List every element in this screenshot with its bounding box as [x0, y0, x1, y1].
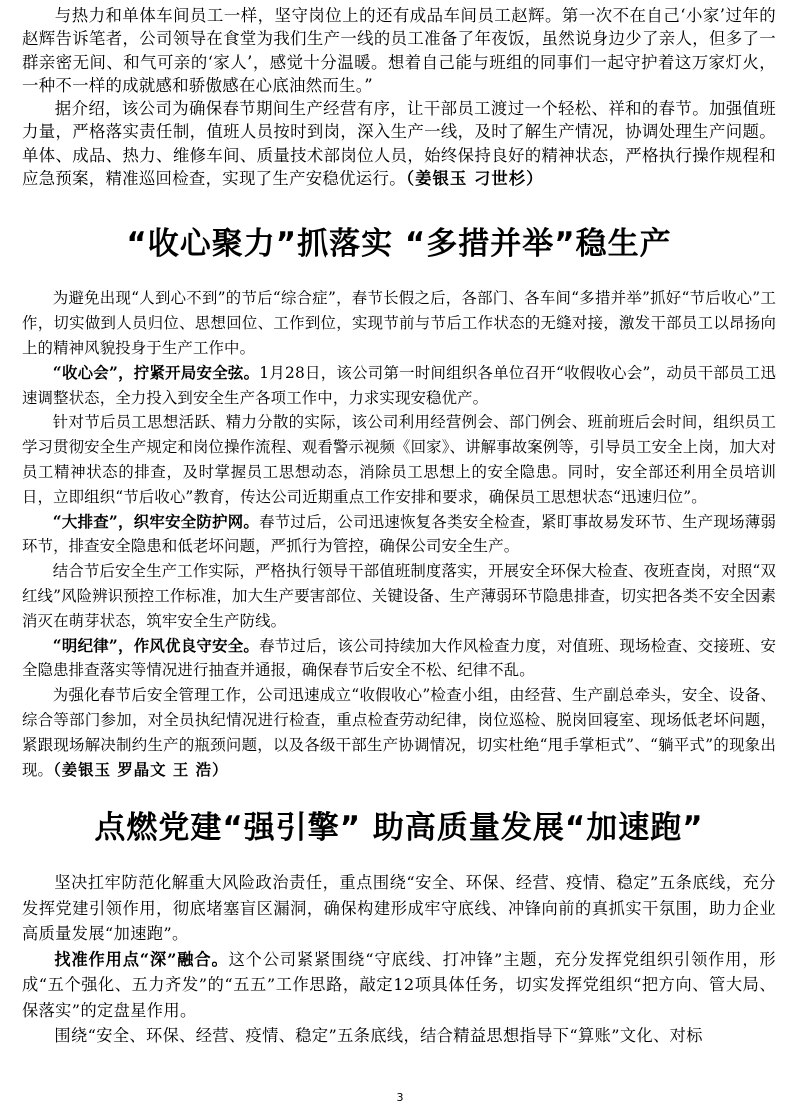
paragraph	[22, 559, 776, 633]
paragraph	[22, 1023, 776, 1049]
paragraph	[22, 361, 776, 411]
article-body	[22, 286, 776, 782]
paragraph-text: 坚决扛牢防范化解重大风险政治责任，重点围绕“安全、环保、经营、疫情、稳定”五条底线，充分发挥党建引领作用，彻底堵塞盲区漏洞，确保构建形成牢守底线、冲锋向前的真抓实干氛围，助力企业高质量发展“加速跑”。	[22, 873, 776, 944]
paragraph-text: 围绕“安全、环保、经营、疫情、稳定”五条底线，结合精益思想指导下“算账”文化、对标	[54, 1026, 703, 1046]
paragraph	[22, 870, 776, 947]
paragraph-text: 与热力和单体车间员工一样，坚守岗位上的还有成品车间员工赵辉。第一次不在自己‘小家’过年的赵辉告诉笔者，公司领导在食堂为我们生产一线的员工准备了年夜饭，虽然说身边少了亲人，但多了一群亲密无间、和气可亲的‘家人’，感觉十分温暖。想着自己能与班组的同事们一起守护着这万家灯火，一种不一样的成就感和骄傲感在心底油然而生。”	[22, 6, 776, 95]
paragraph	[22, 947, 776, 1024]
paragraph	[22, 97, 776, 190]
paragraph	[22, 683, 776, 782]
author-byline: （姜银玉 罗晶文 王 浩）	[53, 760, 229, 779]
paragraph-text: 春节过后，该公司持续加大作风检查力度，对值班、现场检查、交接班、安全隐患排查落实等情况进行抽查并通报，确保春节后安全不松、纪律不乱。	[22, 636, 776, 680]
paragraph-lead: “收心会”，拧紧开局安全弦。	[52, 363, 260, 382]
paragraph	[22, 4, 776, 97]
paragraph-text: 为避免出现“人到心不到”的节后“综合症”，春节长假之后，各部门、各车间“多措并举”抓好“节后收心”工作，切实做到人员归位、思想回位、工作到位，实现节前与节后工作状态的无缝对接，激发干部员工以昂扬向上的精神风貌投身于生产工作中。	[22, 289, 776, 357]
paragraph-lead: 找准作用点“深”融合。	[54, 949, 229, 969]
paragraph	[22, 286, 776, 360]
paragraph-lead: “大排查”，织牢安全防护网。	[52, 512, 260, 531]
article-title: “收心聚力”抓落实 “多措并举”稳生产	[126, 226, 672, 263]
paragraph-text: 春节过后，公司迅速恢复各类安全检查，紧盯事故易发环节、生产现场薄弱环节，排查安全隐患和低老坏问题，严抓行为管控，确保公司安全生产。	[22, 512, 776, 556]
page-number: 3	[396, 1091, 404, 1104]
article-title: 点燃党建“强引擎” 助高质量发展“加速跑”	[94, 810, 704, 847]
paragraph-text: 为强化春节后安全管理工作，公司迅速成立“收假收心”检查小组，由经营、生产副总牵头，安全、设备、综合等部门参加，对全员执纪情况进行检查，重点检查劳动纪律，岗位巡检、脱岗回寝室、现场低老坏问题，紧跟现场解决制约生产的瓶颈问题，以及各级干部生产协调情况，切实杜绝“甩手掌柜式”、“躺平式”的现象出现。	[22, 686, 776, 779]
author-byline: （姜银玉 刁世杉）	[405, 169, 544, 189]
article-continuation	[22, 4, 776, 190]
paragraph-text: 这个公司紧紧围绕“守底线、打冲锋”主题，充分发挥党组织引领作用，形成“五个强化、五力齐发”的“五五”工作思路，敲定12项具体任务，切实发挥党组织“把方向、管大局、保落实”的定盘星作用。	[22, 949, 776, 1020]
paragraph-text: 针对节后员工思想活跃、精力分散的实际，该公司利用经营例会、部门例会、班前班后会时间，组织员工学习贯彻安全生产规定和岗位操作流程、观看警示视频《回家》、讲解事故案例等，引导员工安全上岗，加大对员工精神状态的排查，及时掌握员工思想动态，消除员工思想上的安全隐患。同时，安全部还利用全员培训日，立即组织“节后收心”教育，传达公司近期重点工作安排和要求，确保员工思想状态“迅速归位”。	[22, 413, 776, 506]
paragraph-lead: “明纪律”，作风优良守安全。	[52, 636, 260, 655]
paragraph	[22, 634, 776, 684]
article-body	[22, 870, 776, 1049]
paragraph-text: 据介绍，该公司为确保春节期间生产经营有序，让干部员工渡过一个轻松、祥和的春节。加强值班力量，严格落实责任制，值班人员按时到岗，深入生产一线，及时了解生产情况，协调处理生产问题。单体、成品、热力、维修车间、质量技术部岗位人员，始终保持良好的精神状态，严格执行操作规程和应急预案，精准巡回检查，实现了生产安稳优运行。	[22, 99, 776, 189]
paragraph-text: 1月28日，该公司第一时间组织各单位召开“收假收心会”，动员干部员工迅速调整状态，全力投入到安全生产各项工作中，力求实现安稳优产。	[22, 363, 776, 407]
paragraph	[22, 410, 776, 509]
paragraph	[22, 510, 776, 560]
paragraph-text: 结合节后安全生产工作实际，严格执行领导干部值班制度落实，开展安全环保大检查、夜班查岗，对照“双红线”风险辨识预控工作标准，加大生产要害部位、关键设备、生产薄弱环节隐患排查，切实把各类不安全因素消灭在萌芽状态，筑牢安全生产防线。	[22, 562, 776, 630]
